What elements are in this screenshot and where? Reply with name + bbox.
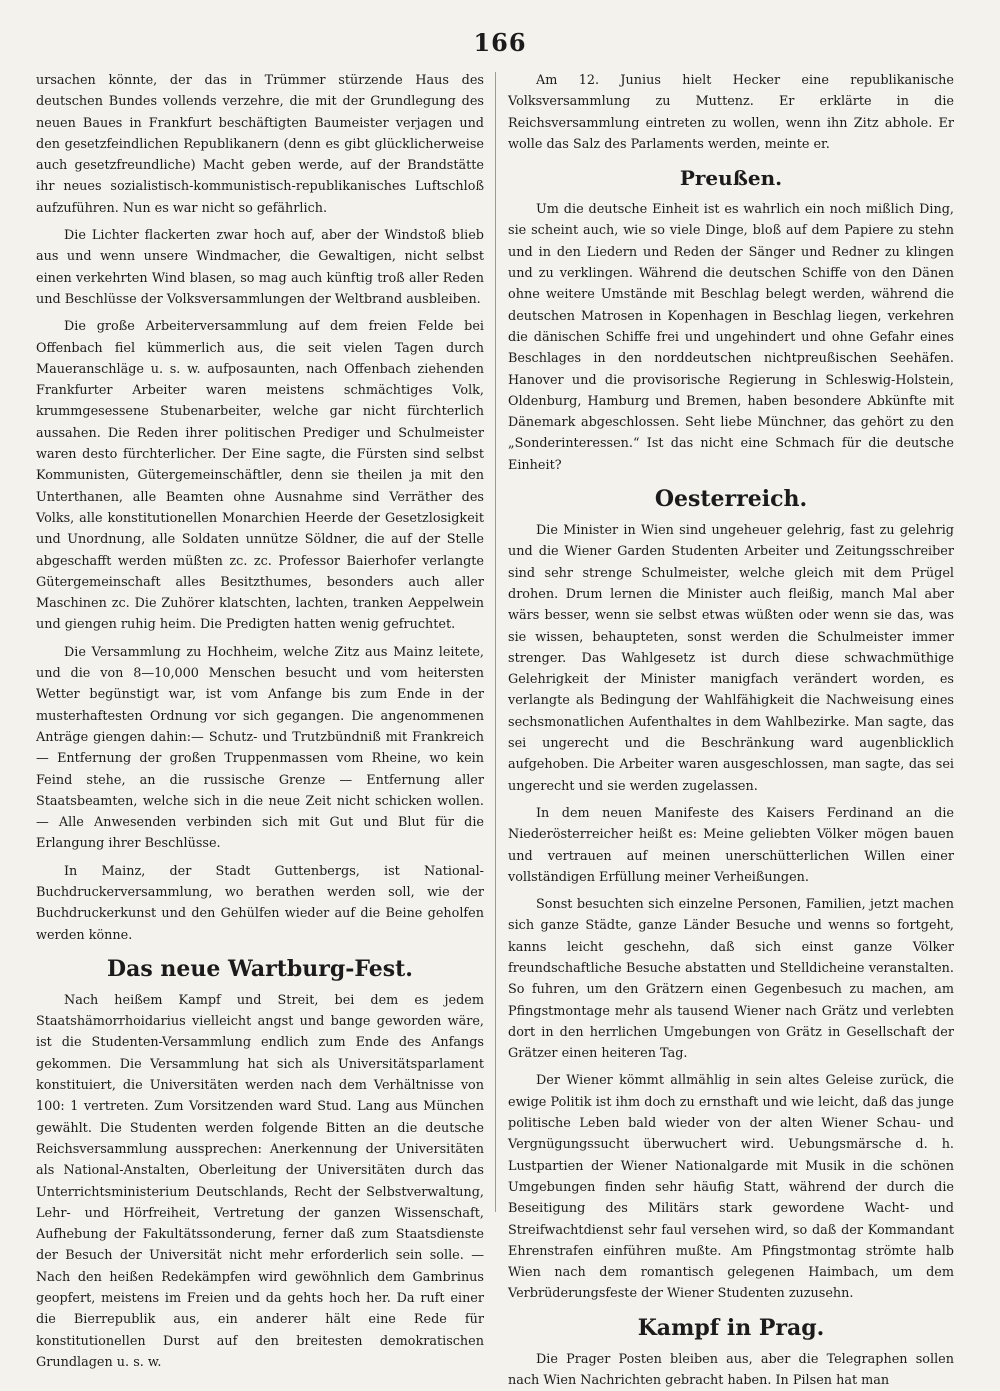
paragraph: Nach heißem Kampf und Streit, bei dem es jedem Staatshämorrhoidarius vielleicht angst und bange geworden wäre, ist die Studenten-Versammlung endlich zum Ende des Anfangs gekommen. Die Versammlung hat sich als Universitätsparlament konstituiert, die Universitäten werden nach dem Verhältnisse von 100: 1 vertreten. Zum Vorsitzenden ward Stud. Lang aus München gewählt. Die Studenten werden folgende Bitten an die deutsche Reichsversammlung aussprechen: Anerkennung der Universitäten als National-Anstalten, Oberleitung der Universitäten durch das Unterrichtsministerium Deutschlands, Recht der Selbstverwaltung, Lehr- und Hörfreiheit, Vertretung der ganzen Wissenschaft, Aufhebung der Fakultätssonderung, ferner daß zum Staatsdienste der Besuch der Universität nicht mehr erforderlich sein solle. — Nach den heißen Redekämpfen wird gewöhnlich dem Gambrinus geopfert, meistens im Freien und da gehts hoch her. Da ruft einer die Bierrepublik aus, ein anderer hält eine Rede für konstitutionellen Durst auf den breitesten demokratischen Grundlagen u. s. w. bbox=[36, 992, 484, 1370]
paragraph: Die Lichter flackerten zwar hoch auf, aber der Windstoß blieb aus und wenn unsere Windmacher, die Gewaltigen, nicht selbst einen verkehrten Wind blasen, so mag auch künftig troß aller Reden und Beschlüsse der Volksversammlungen der Weltbrand ausbleiben. bbox=[36, 228, 484, 307]
paragraph: Am 12. Junius hielt Hecker eine republikanische Volksversammlung zu Muttenz. Er erklärte in die Reichsversammlung eintreten zu wollen, wenn ihn Zitz abhole. Er wolle das Salz des Parlaments werden, meinte er. bbox=[508, 73, 954, 152]
section-heading-wartburg: Das neue Wartburg-Fest. bbox=[107, 955, 413, 982]
paragraph: In Mainz, der Stadt Guttenbergs, ist National-Buchdruckerversammlung, wo berathen werden soll, wie der Buchdruckerkunst und den Gehülfen wieder auf die Beine geholfen werden könne. bbox=[36, 863, 484, 943]
paragraph: Die große Arbeiterversammlung auf dem freien Felde bei Offenbach fiel kümmerlich aus, die seit vielen Tagen durch Maueranschläge u. s. w. aufposaunten, nach Offenbach ziehenden Frankfurter Arbeiter waren meistens schmächtiges Volk, krummgesessene Stubenarbeiter, welche gar nicht fürchterlich aussahen. Die Reden ihrer politischen Prediger und Schulmeister waren desto fürchterlicher. Der Eine sagte, die Fürsten sind selbst Kommunisten, Gütergemeinschäftler, denn sie theilen ja mit den Unterthanen, alle Beamten ohne Ausnahme sind Verräther des Volks, alle konstitutionellen Monarchien Heerde der Gesetzlosigkeit und Unordnung, alle Soldaten unnütze Söldner, die auf der Stelle abgeschafft werden müßten zc. zc. Professor Baierhofer verlangte Gütergemeinschaft alles Besitzthumes, besonders auch aller Maschinen zc. Die Zuhörer klatschten, lachten, tranken Aeppelwein und giengen ruhig heim. Die Predigten hatten wenig gefruchtet. bbox=[36, 319, 484, 633]
paragraph: ursachen könnte, der das in Trümmer stürzende Haus des deutschen Bundes vollends verzehre, die mit der Grundlegung des neuen Baues in Frankfurt beschäftigten Baumeister verjagen und den gesetzfeindlichen Republikanern (denn es gibt glücklicherweise auch gesetzfreundliche) Macht geben werde, auf der Brandstätte ihr neues sozialistisch-kommunistisch-republikanisches Luftschloß aufzuführen. Nun es war nicht so gefährlich. bbox=[36, 73, 484, 216]
paragraph: Die Minister in Wien sind ungeheuer gelehrig, fast zu gelehrig und die Wiener Garden Studenten Arbeiter und Zeitungsschreiber sind sehr strenge Schulmeister, welche gleich mit dem Prügel drohen. Drum lernen die Minister auch fleißig, manch Mal aber wärs besser, wenn sie selbst etwas wüßten oder wenn sie das, was sie wissen, behaupteten, sonst werden die Schulmeister immer strenger. Das Wahlgesetz ist durch diese schwachmüthige Gelehrigkeit der Minister manigfach verändert worden, es verlangte als Bedingung der Wahlfähigkeit die Nachweisung eines sechsmonatlichen Aufenthaltes in dem Wahlbezirke. Man sagte, das sei ungerecht und die Beschränkung ward augenblicklich aufgehoben. Die Arbeiter waren ausgeschlossen, man sagte, das sei ungerecht und sie werden zugelassen. bbox=[508, 523, 954, 794]
right-column bbox=[508, 70, 954, 1389]
paragraph: Sonst besuchten sich einzelne Personen, Familien, jetzt machen sich ganze Städte, ganze Länder Besuche und wenns so fortgeht, kanns leicht geschehn, daß sich einst ganze Völker freundschaftliche Besuche abstatten und Stelldicheine veranstalten. So fuhren, um den Grätzern einen Gegenbesuch zu machen, am Pfingstmontage mehr als tausend Wiener nach Grätz und verlebten dort in den herrlichen Umgebungen von Grätz in Gesellschaft der Grätzer einen heiteren Tag. bbox=[508, 897, 954, 1062]
column-divider bbox=[495, 72, 496, 1212]
page-number: 166 bbox=[473, 28, 527, 57]
paragraph: Die Prager Posten bleiben aus, aber die Telegraphen sollen nach Wien Nachrichten gebracht haben. In Pilsen hat man bbox=[508, 1351, 954, 1389]
paragraph: Der Wiener kömmt allmählig in sein altes Geleise zurück, die ewige Politik ist ihm doch zu ernsthaft und wie leicht, daß das junge politische Leben bald wieder von der alten Wiener Schau- und Vergnügungssucht überwuchert wird. Uebungsmärsche d. h. Lustpartien der Wiener Nationalgarde mit Musik in die schönen Umgebungen finden sehr häufig Statt, während der durch die Beseitigung des Militärs stark gewordene Wacht- und Streifwachtdienst sehr faul versehen wird, so daß der Kommandant Ehrenstrafen einführen mußte. Am Pfingstmontag strömte halb Wien nach dem romantisch gelegenen Haimbach, um dem Verbrüderungsfeste der Wiener Studenten zuzusehn. bbox=[508, 1073, 954, 1302]
section-heading-prag: Kampf in Prag. bbox=[637, 1314, 825, 1341]
paragraph: In dem neuen Manifeste des Kaisers Ferdinand an die Niederösterreicher heißt es: Meine geliebten Völker mögen bauen und vertrauen auf meinen unerschütterlichen Willen einer vollständigen Erfüllung meiner Verheißungen. bbox=[508, 805, 954, 885]
paragraph: Die Versammlung zu Hochheim, welche Zitz aus Mainz leitete, und die von 8—10,000 Menschen besucht und vom heitersten Wetter begünstigt war, ist vom Anfange bis zum Ende in der musterhaftesten Ordnung vor sich gegangen. Die angenommenen Anträge giengen dahin:— Schutz- und Trutzbündniß mit Frankreich — Entfernung der großen Truppenmassen vom Rheine, wo kein Feind stehe, an die russische Grenze — Entfernung aller Staatsbeamten, welche sich in die neue Zeit nicht schicken wollen. — Alle Anwesenden verbinden sich mit Gut und Blut für die Erlangung ihrer Beschlüsse. bbox=[36, 644, 484, 852]
section-heading-preussen: Preußen. bbox=[679, 166, 783, 191]
section-heading-oesterreich: Oesterreich. bbox=[654, 486, 808, 513]
paragraph: Um die deutsche Einheit ist es wahrlich ein noch mißlich Ding, sie scheint auch, wie so viele Dinge, bloß auf dem Papiere zu stehn und in den Liedern und Reden der Sänger und Redner zu klingen und zu verklingen. Während die deutschen Schiffe von den Dänen ohne weitere Umstände mit Beschlag belegt werden, während die deutschen Matrosen in Kopenhagen in Beschlag liegen, verkehren die dänischen Schiffe frei und ungehindert und ohne Gefahr eines Beschlages in den norddeutschen nichtpreußischen Seehäfen. Hanover und die provisorische Regierung in Schleswig-Holstein, Oldenburg, Hamburg und Bremen, haben besondere Abkünfte mit Dänemark abgeschlossen. Seht liebe Münchner, das gehört zu den „Sonderinteressen.“ Ist das nicht eine Schmach für die deutsche Einheit? bbox=[508, 202, 954, 473]
left-column bbox=[36, 70, 484, 1370]
